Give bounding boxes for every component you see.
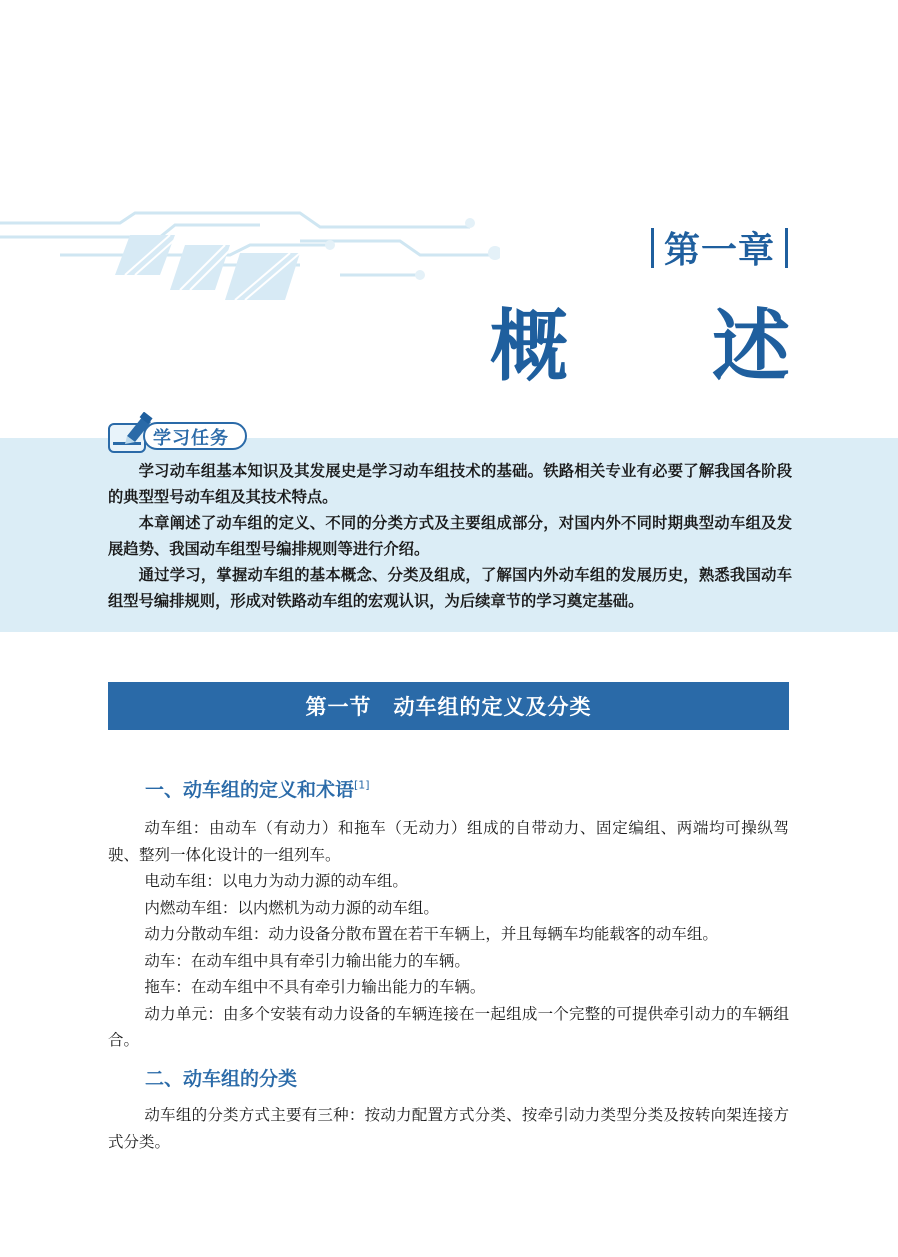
chapter-label-text: 第一章 <box>663 230 775 271</box>
definition-item: 动车组：由动车（有动力）和拖车（无动力）组成的自带动力、固定编组、两端均可操纵驾驶、整列一体化设计的一组列车。 <box>108 819 789 864</box>
heading-classification-text: 二、动车组的分类 <box>145 1068 298 1090</box>
definition-item: 动力单元：由多个安装有动力设备的车辆连接在一起组成一个完整的可提供牵引动力的车辆组合。 <box>108 1004 789 1049</box>
chapter-title <box>490 302 790 392</box>
task-paragraph-2: 本章阐述了动车组的定义、不同的分类方式及主要组成部分，对国内外不同时期典型动车组及发展趋势、我国动车组型号编排规则等进行介绍。 <box>108 514 792 558</box>
chapter-label-bar-right <box>785 228 788 268</box>
definition-item: 电动车组：以电力为动力源的动车组。 <box>144 872 408 890</box>
task-paragraph-3: 通过学习，掌握动车组的基本概念、分类及组成，了解国内外动车组的发展历史，熟悉我国动车组型号编排规则，形成对铁路动车组的宏观认识，为后续章节的学习奠定基础。 <box>108 566 792 610</box>
learning-task-title: 学习任务 <box>153 428 229 449</box>
learning-task-text <box>108 458 792 614</box>
chapter-label <box>651 222 788 273</box>
heading-classification <box>145 1064 297 1091</box>
definition-item: 动车：在动车组中具有牵引力输出能力的车辆。 <box>144 951 470 970</box>
chapter-title-char-1: 概 <box>490 302 569 392</box>
heading-definitions-text: 一、动车组的定义和术语 <box>145 779 355 801</box>
chapter-title-char-2: 述 <box>711 302 790 392</box>
reference-marker: [1] <box>354 778 370 792</box>
section-banner: 第一节 动车组的定义及分类 <box>108 682 789 730</box>
task-paragraph-1: 学习动车组基本知识及其发展史是学习动车组技术的基础。铁路相关专业有必要了解我国各阶段的典型型号动车组及其技术特点。 <box>108 462 792 506</box>
chapter-label-bar-left <box>651 228 654 268</box>
classification-paragraph: 动车组的分类方式主要有三种：按动力配置方式分类、按牵引动力类型分类及按转向架连接方式分类。 <box>108 1106 789 1151</box>
classification-text <box>108 1102 789 1155</box>
definition-item: 动力分散动车组：动力设备分散布置在若干车辆上，并且每辆车均能载客的动车组。 <box>144 925 718 943</box>
definitions-list <box>108 815 789 1054</box>
definition-item: 内燃动车组：以内燃机为动力源的动车组。 <box>144 898 439 917</box>
circuit-decoration <box>0 205 500 305</box>
heading-definitions <box>145 775 370 802</box>
learning-task-badge <box>103 412 263 456</box>
definition-item: 拖车：在动车组中不具有牵引力输出能力的车辆。 <box>144 978 486 996</box>
